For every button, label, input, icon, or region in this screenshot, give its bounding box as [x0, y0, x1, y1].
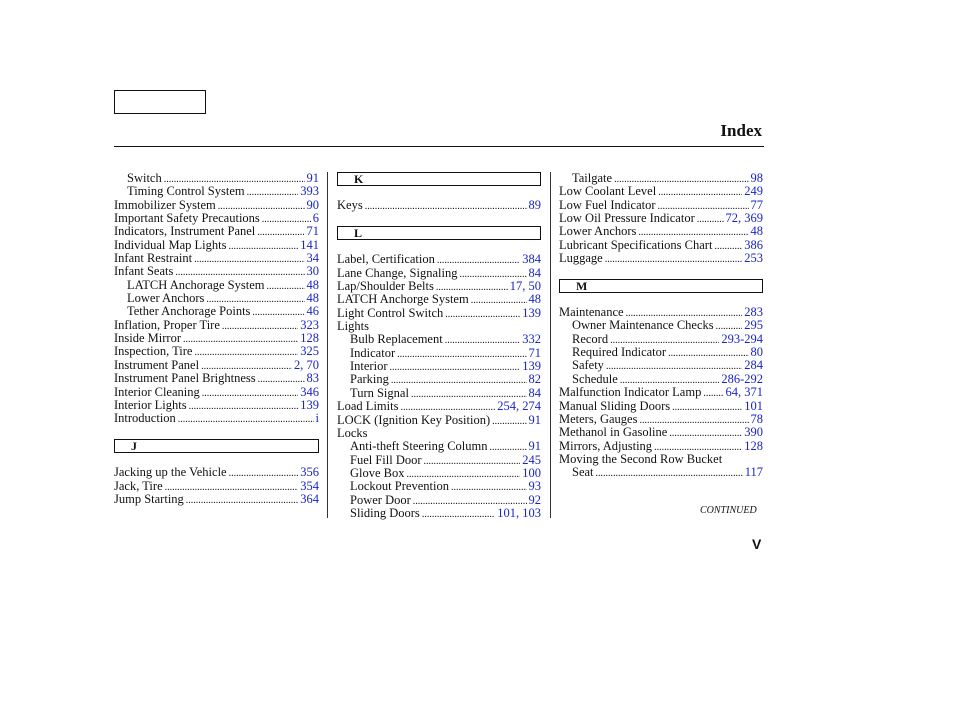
- leader-dots: [229, 239, 299, 253]
- page-reference-link[interactable]: 6: [312, 211, 319, 226]
- entry-term: Lubricant Specifications Chart: [559, 237, 713, 252]
- index-topic-heading: Lights: [337, 319, 369, 334]
- leader-dots: [422, 507, 495, 521]
- column-divider: [550, 172, 551, 518]
- page-reference-link[interactable]: 141: [300, 237, 319, 252]
- index-entry: [559, 440, 763, 453]
- entry-term: LOCK (Ignition Key Position): [337, 412, 491, 427]
- page-reference-link[interactable]: 82: [528, 372, 541, 387]
- index-entry: [559, 386, 763, 399]
- page-reference-link[interactable]: 325: [300, 344, 319, 359]
- page-reference-link[interactable]: 346: [300, 384, 319, 399]
- page-reference-link[interactable]: 100: [522, 465, 541, 480]
- leader-dots: [194, 345, 298, 359]
- entry-term: Individual Map Lights: [114, 237, 227, 252]
- entry-term: Indicator: [350, 345, 396, 360]
- page-reference-link[interactable]: 84: [528, 385, 541, 400]
- page-reference-link[interactable]: 77: [750, 197, 763, 212]
- index-topic-row: [337, 427, 541, 440]
- entry-term: LATCH Anchorge System: [337, 292, 469, 307]
- page-reference-link[interactable]: 71: [528, 345, 541, 360]
- entry-term: Meters, Gauges: [559, 411, 638, 426]
- page-reference-link[interactable]: 84: [528, 265, 541, 280]
- leader-dots: [229, 466, 299, 480]
- column-divider: [327, 172, 328, 518]
- page-reference-link[interactable]: 34: [306, 251, 319, 266]
- index-subentry: [114, 305, 319, 318]
- entry-term: Seat: [572, 465, 594, 480]
- page-reference-link[interactable]: 72, 369: [725, 211, 763, 226]
- index-subentry: [337, 494, 541, 507]
- page-reference-link[interactable]: 48: [306, 277, 319, 292]
- index-entry: [337, 414, 541, 427]
- page-reference-link[interactable]: 254, 274: [497, 399, 541, 414]
- entry-term: Low Oil Pressure Indicator: [559, 211, 695, 226]
- page-reference-link[interactable]: 286-292: [721, 371, 763, 386]
- page-reference-link[interactable]: 93: [528, 479, 541, 494]
- entry-term: Lockout Prevention: [350, 479, 449, 494]
- index-entry: [337, 253, 541, 266]
- page-reference-link[interactable]: 384: [522, 252, 541, 267]
- index-entry: [337, 400, 541, 413]
- leader-dots: [202, 386, 299, 400]
- index-subentry: [559, 333, 763, 346]
- index-entry: [114, 319, 319, 332]
- page-reference-link[interactable]: 78: [750, 411, 763, 426]
- index-subentry: [337, 373, 541, 386]
- page-reference-link[interactable]: 393: [300, 184, 319, 199]
- letter-section-header: K: [337, 172, 541, 186]
- entry-term: Jump Starting: [114, 491, 184, 506]
- index-entry: [559, 400, 763, 413]
- leader-dots: [669, 426, 742, 440]
- entry-term: Maintenance: [559, 305, 624, 320]
- entry-term: Timing Control System: [127, 184, 245, 199]
- index-topic-row: [337, 320, 541, 333]
- entry-term: Infant Restraint: [114, 251, 193, 266]
- leader-dots: [445, 333, 521, 347]
- page-reference-link[interactable]: 386: [744, 237, 763, 252]
- entry-term: Important Safety Precautions: [114, 211, 260, 226]
- spacer: [337, 240, 541, 253]
- leader-dots: [365, 199, 527, 213]
- entry-term: Inflation, Proper Tire: [114, 317, 220, 332]
- page-reference-link[interactable]: 139: [522, 359, 541, 374]
- letter-section-header: J: [114, 439, 319, 453]
- entry-term: Light Control Switch: [337, 305, 444, 320]
- index-entry: [559, 225, 763, 238]
- index-subentry: [114, 292, 319, 305]
- page-reference-link[interactable]: 364: [300, 491, 319, 506]
- index-entry: [114, 493, 319, 506]
- page-reference-link[interactable]: 253: [744, 251, 763, 266]
- spacer: [559, 265, 763, 278]
- index-subentry: [114, 185, 319, 198]
- entry-term: Jacking up the Vehicle: [114, 465, 227, 480]
- page-reference-link[interactable]: 101: [744, 398, 763, 413]
- leader-dots: [258, 372, 305, 386]
- page-reference-link[interactable]: 245: [522, 452, 541, 467]
- entry-term: Lap/Shoulder Belts: [337, 279, 434, 294]
- index-entry: [337, 293, 541, 306]
- entry-term: Infant Seats: [114, 264, 174, 279]
- leader-dots: [257, 225, 304, 239]
- index-subentry: [337, 360, 541, 373]
- page-reference-link[interactable]: 91: [528, 439, 541, 454]
- leader-dots: [252, 305, 304, 319]
- leader-dots: [194, 252, 304, 266]
- entry-term: Instrument Panel: [114, 357, 200, 372]
- leader-dots: [178, 412, 314, 426]
- index-entry: [337, 267, 541, 280]
- entry-term: Turn Signal: [350, 385, 409, 400]
- page-reference-link[interactable]: 293-294: [721, 331, 763, 346]
- index-entry: [559, 426, 763, 439]
- index-subentry: [559, 466, 763, 479]
- index-entry: [337, 307, 541, 320]
- index-entry: [559, 252, 763, 265]
- leader-dots: [262, 212, 311, 226]
- entry-term: Jack, Tire: [114, 478, 163, 493]
- index-column-2: [337, 172, 541, 520]
- index-entry: [337, 280, 541, 293]
- entry-term: Low Coolant Level: [559, 184, 657, 199]
- index-entry: [114, 345, 319, 358]
- leader-dots: [186, 493, 298, 507]
- index-entry: [114, 332, 319, 345]
- index-subentry: [559, 346, 763, 359]
- entry-term: Sliding Doors: [350, 505, 420, 520]
- index-entry: [114, 212, 319, 225]
- page-reference-link[interactable]: 354: [300, 478, 319, 493]
- page-reference-link[interactable]: 80: [750, 345, 763, 360]
- leader-dots: [658, 185, 742, 199]
- entry-term: Fuel Fill Door: [350, 452, 422, 467]
- index-entry: [114, 199, 319, 212]
- page-reference-link[interactable]: 332: [522, 332, 541, 347]
- leader-dots: [445, 307, 520, 321]
- index-subentry: [337, 454, 541, 467]
- entry-term: Low Fuel Indicator: [559, 197, 656, 212]
- index-subentry: [337, 347, 541, 360]
- index-column-1: [114, 172, 319, 506]
- index-topic-heading: Moving the Second Row Bucket: [559, 451, 723, 466]
- page-reference-link[interactable]: 295: [744, 318, 763, 333]
- index-column-3: [559, 172, 763, 480]
- leader-dots: [247, 185, 299, 199]
- page-title: Index: [720, 121, 762, 140]
- page-reference-link[interactable]: 98: [750, 171, 763, 185]
- spacer: [337, 186, 541, 199]
- index-topic-heading: Locks: [337, 425, 368, 440]
- page-reference-link[interactable]: 46: [306, 304, 319, 319]
- page-reference-link[interactable]: 139: [300, 397, 319, 412]
- entry-term: Manual Sliding Doors: [559, 398, 671, 413]
- header-rule: [114, 146, 764, 147]
- page-reference-link[interactable]: 17, 50: [509, 279, 541, 294]
- entry-term: Lower Anchors: [127, 291, 205, 306]
- letter-section-header: M: [559, 279, 763, 293]
- page-reference-link[interactable]: 117: [744, 465, 763, 480]
- entry-term: Introduction: [114, 411, 176, 426]
- entry-term: Instrument Panel Brightness: [114, 371, 256, 386]
- index-entry: [114, 412, 319, 425]
- entry-term: Keys: [337, 198, 363, 213]
- leader-dots: [222, 319, 298, 333]
- leader-dots: [697, 212, 724, 226]
- index-entry: [114, 386, 319, 399]
- continued-label: CONTINUED: [700, 505, 757, 516]
- letter-section-header: L: [337, 226, 541, 240]
- page-reference-link[interactable]: 101, 103: [497, 505, 541, 520]
- page-reference-link[interactable]: i: [315, 411, 319, 426]
- index-entry: [114, 225, 319, 238]
- index-subentry: [114, 279, 319, 292]
- index-entry: [114, 466, 319, 479]
- page-number: V: [752, 536, 762, 552]
- leader-dots: [397, 347, 526, 361]
- index-entry: [559, 212, 763, 225]
- leader-dots: [672, 400, 742, 414]
- entry-term: Luggage: [559, 251, 603, 266]
- leader-dots: [165, 480, 299, 494]
- index-entry: [559, 199, 763, 212]
- page-reference-link[interactable]: 48: [528, 292, 541, 307]
- entry-term: Anti-theft Steering Column: [350, 439, 488, 454]
- entry-term: LATCH Anchorage System: [127, 277, 265, 292]
- entry-term: Owner Maintenance Checks: [572, 318, 714, 333]
- index-subentry: [559, 172, 763, 185]
- entry-term: Schedule: [572, 371, 618, 386]
- page-reference-link[interactable]: 48: [306, 291, 319, 306]
- leader-dots: [703, 386, 723, 400]
- entry-term: Malfunction Indicator Lamp: [559, 385, 702, 400]
- page-reference-link[interactable]: 356: [300, 465, 319, 480]
- entry-term: Inside Mirror: [114, 331, 181, 346]
- index-entry: [114, 372, 319, 385]
- page-reference-link[interactable]: 139: [522, 305, 541, 320]
- leader-dots: [492, 414, 526, 428]
- index-entry: [114, 252, 319, 265]
- index-entry: [114, 359, 319, 372]
- leader-dots: [605, 252, 743, 266]
- index-entry: [559, 413, 763, 426]
- page-reference-link[interactable]: 128: [744, 438, 763, 453]
- entry-term: Methanol in Gasoline: [559, 425, 668, 440]
- page-reference-link[interactable]: 71: [306, 224, 319, 239]
- index-subentry: [559, 373, 763, 386]
- leader-dots: [668, 346, 748, 360]
- entry-term: Required Indicator: [572, 345, 667, 360]
- leader-dots: [596, 466, 743, 480]
- leader-dots: [391, 373, 527, 387]
- page-reference-link[interactable]: 2, 70: [294, 357, 319, 372]
- entry-term: Tailgate: [572, 171, 613, 185]
- page-reference-link[interactable]: 91: [306, 171, 319, 185]
- index-subentry: [559, 319, 763, 332]
- page-reference-link[interactable]: 83: [306, 371, 319, 386]
- leader-dots: [189, 399, 299, 413]
- entry-term: Interior Cleaning: [114, 384, 200, 399]
- index-subentry: [337, 333, 541, 346]
- entry-term: Bulb Replacement: [350, 332, 443, 347]
- index-subentry: [337, 440, 541, 453]
- page-reference-link[interactable]: 284: [744, 358, 763, 373]
- page-reference-link[interactable]: 323: [300, 317, 319, 332]
- entry-term: Lower Anchors: [559, 224, 637, 239]
- entry-term: Load Limits: [337, 399, 399, 414]
- leader-dots: [714, 239, 742, 253]
- leader-dots: [266, 279, 304, 293]
- entry-term: Parking: [350, 372, 389, 387]
- entry-term: Inspection, Tire: [114, 344, 193, 359]
- page-reference-link[interactable]: 90: [306, 197, 319, 212]
- index-subentry: [337, 507, 541, 520]
- index-topic-row: [559, 453, 763, 466]
- entry-term: Immobilizer System: [114, 197, 216, 212]
- entry-term: Interior: [350, 359, 388, 374]
- page-reference-link[interactable]: 64, 371: [725, 385, 763, 400]
- spacer: [337, 213, 541, 226]
- entry-term: Record: [572, 331, 609, 346]
- entry-term: Lane Change, Signaling: [337, 265, 458, 280]
- index-entry: [559, 239, 763, 252]
- entry-term: Interior Lights: [114, 397, 187, 412]
- index-subentry: [337, 480, 541, 493]
- spacer: [114, 453, 319, 466]
- page-reference-link[interactable]: 30: [306, 264, 319, 279]
- index-subentry: [337, 387, 541, 400]
- index-entry: [114, 239, 319, 252]
- entry-term: Tether Anchorage Points: [127, 304, 251, 319]
- entry-term: Power Door: [350, 492, 411, 507]
- index-entry: [559, 185, 763, 198]
- entry-term: Switch: [127, 171, 162, 185]
- leader-dots: [389, 360, 520, 374]
- leader-dots: [489, 440, 526, 454]
- spacer: [559, 293, 763, 306]
- page-reference-link[interactable]: 283: [744, 305, 763, 320]
- index-entry: [337, 199, 541, 212]
- index-entry: [114, 265, 319, 278]
- page-reference-link[interactable]: 48: [750, 224, 763, 239]
- entry-term: Glove Box: [350, 465, 405, 480]
- leader-dots: [471, 293, 527, 307]
- leader-dots: [451, 480, 527, 494]
- index-entry: [559, 306, 763, 319]
- entry-term: Label, Certification: [337, 252, 435, 267]
- index-subentry: [559, 359, 763, 372]
- entry-term: Indicators, Instrument Panel: [114, 224, 256, 239]
- index-entry: [114, 399, 319, 412]
- page-reference-link[interactable]: 249: [744, 184, 763, 199]
- index-subentry: [114, 172, 319, 185]
- spacer: [114, 426, 319, 439]
- page-reference-link[interactable]: 89: [528, 198, 541, 213]
- page-reference-link[interactable]: 128: [300, 331, 319, 346]
- index-entry: [114, 480, 319, 493]
- page-reference-link[interactable]: 91: [528, 412, 541, 427]
- entry-term: Safety: [572, 358, 604, 373]
- page-reference-link[interactable]: 390: [744, 425, 763, 440]
- entry-term: Mirrors, Adjusting: [559, 438, 653, 453]
- leader-dots: [424, 454, 521, 468]
- page-reference-link[interactable]: 92: [528, 492, 541, 507]
- leader-dots: [183, 332, 298, 346]
- section-tab-box: [114, 90, 206, 114]
- index-subentry: [337, 467, 541, 480]
